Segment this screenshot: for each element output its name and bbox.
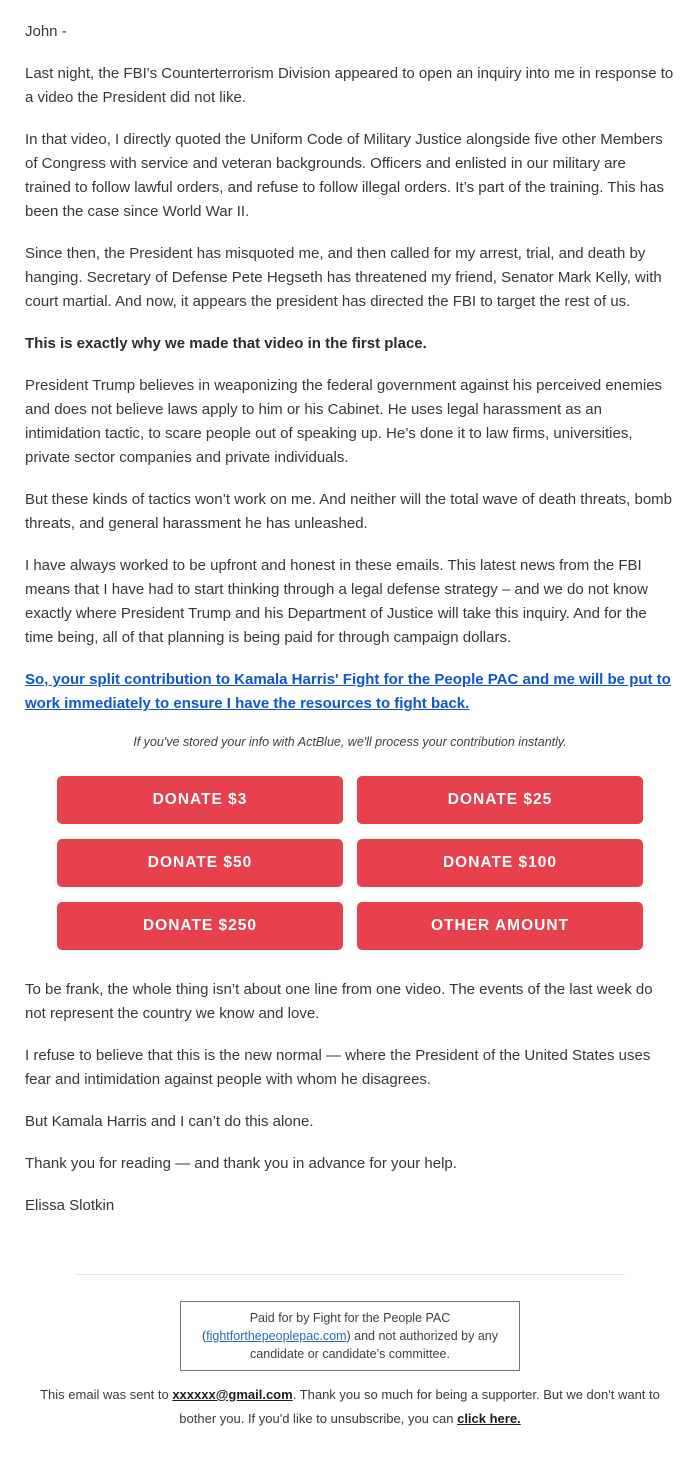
donate-100-button[interactable]: DONATE $100 (357, 839, 643, 887)
split-contribution-link[interactable]: So, your split contribution to Kamala Harris' Fight for the People PAC and me will be put to work immediately to ensure I have the resources to fight back. (25, 671, 671, 712)
footer-divider (75, 1274, 625, 1275)
para-video-quote: In that video, I directly quoted the Uniform Code of Military Justice alongside five other Members of Congress with service and veteran backgrounds. Officers and enlisted in our military are trained to follow lawful orders, and refuse to follow illegal orders. It’s part of the training. This has been the case since World War II. (25, 131, 664, 220)
donate-250-button[interactable]: DONATE $250 (57, 902, 343, 950)
sent-to-mid: . Thank you so much for being a supporter. But we don't want to bother you. If you'd like to unsubscribe, you can (179, 1387, 660, 1426)
other-amount-button[interactable]: OTHER AMOUNT (357, 902, 643, 950)
paid-for-rest: ) and not authorized by any candidate or candidate’s committee. (250, 1329, 499, 1361)
para-cant-do-alone: But Kamala Harris and I can’t do this alone. (25, 1113, 314, 1130)
para-to-be-frank: To be frank, the whole thing isn’t about one line from one video. The events of the last week do not represent the country we know and love. (25, 981, 653, 1022)
para-bold-statement: This is exactly why we made that video in the first place. (25, 335, 427, 352)
pac-website-link[interactable]: fightforthepeoplepac.com (206, 1329, 347, 1343)
para-new-normal: I refuse to believe that this is the new normal — where the President of the United States uses fear and intimidation against people with whom he disagrees. (25, 1047, 651, 1088)
recipient-email-link[interactable]: xxxxxx@gmail.com (172, 1387, 293, 1402)
paid-for-open-paren: ( (201, 1329, 207, 1343)
actblue-note: If you've stored your info with ActBlue, we'll process your contribution instantly. (133, 735, 567, 749)
paid-for-disclaimer-box (180, 1301, 520, 1371)
donate-3-button[interactable]: DONATE $3 (57, 776, 343, 824)
para-weaponizing: President Trump believes in weaponizing the federal government against his perceived enemies and does not believe laws apply to him or his Cabinet. He uses legal harassment as an intimidation tactic, to scare people out of speaking up. He’s done it to law firms, universities, private sector companies and private individuals. (25, 377, 663, 466)
cta-paragraph (25, 668, 675, 716)
donate-button-grid (25, 776, 675, 950)
para-thank-you: Thank you for reading — and thank you in advance for your help. (25, 1155, 457, 1172)
footer-note (40, 1383, 660, 1449)
paid-for-line: Paid for by Fight for the People PAC (249, 1311, 451, 1325)
sent-to-prefix: This email was sent to (40, 1387, 173, 1402)
para-since-then: Since then, the President has misquoted me, and then called for my arrest, trial, and death by hanging. Secretary of Defense Pete Hegseth has threatened my friend, Senator Mark Kelly, with court martial. And now, it appears the president has directed the FBI to target the rest of us. (25, 245, 662, 310)
para-tactics: But these kinds of tactics won’t work on me. And neither will the total wave of death threats, bomb threats, and general harassment he has unleashed. (25, 491, 673, 532)
para-legal-defense: I have always worked to be upfront and honest in these emails. This latest news from the FBI means that I have had to start thinking through a legal defense strategy – and we do not know exactly where President Trump and his Department of Justice will take this inquiry. And for the time being, all of that planning is being paid for through campaign dollars. (25, 557, 648, 646)
donate-50-button[interactable]: DONATE $50 (57, 839, 343, 887)
greeting: John - (25, 23, 67, 40)
signature: Elissa Slotkin (25, 1197, 115, 1214)
para-fbi-inquiry: Last night, the FBI's Counterterrorism Division appeared to open an inquiry into me in response to a video the President did not like. (25, 65, 674, 106)
unsubscribe-link[interactable]: click here. (457, 1411, 521, 1426)
donate-25-button[interactable]: DONATE $25 (357, 776, 643, 824)
